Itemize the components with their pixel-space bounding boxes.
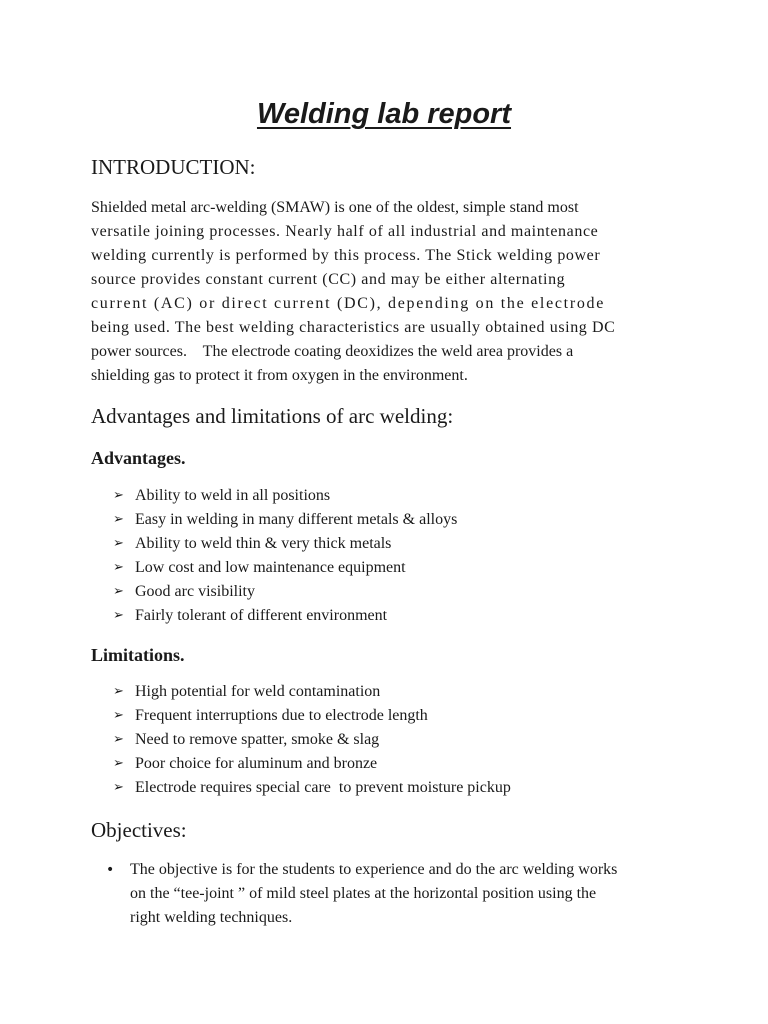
list-item-text: Low cost and low maintenance equipment	[135, 559, 406, 576]
paragraph-line: power sources. The electrode coating deoxidizes the weld area provides a	[91, 343, 574, 360]
list-item-text: Good arc visibility	[135, 583, 255, 600]
list-item	[113, 604, 457, 628]
list-item	[113, 556, 457, 580]
arrow-bullet-icon: ➢	[113, 584, 124, 599]
list-item-text: Electrode requires special care to prevent moisture pickup	[135, 779, 511, 796]
paragraph-line: current (AC) or direct current (DC), depending on the electrode	[91, 295, 606, 312]
list-item	[113, 508, 457, 532]
list-item	[113, 728, 511, 752]
list-item-text: Poor choice for aluminum and bronze	[135, 755, 378, 772]
objective-line: on the “tee-joint ” of mild steel plates at the horizontal position using the	[130, 885, 597, 902]
arrow-bullet-icon: ➢	[113, 608, 124, 623]
advantages-heading: Advantages.	[91, 448, 186, 468]
list-item	[113, 580, 457, 604]
arrow-bullet-icon: ➢	[113, 560, 124, 575]
paragraph-line: source provides constant current (CC) and may be either alternating	[91, 271, 566, 288]
list-item	[113, 776, 511, 800]
arrow-bullet-icon: ➢	[113, 780, 124, 795]
objectives-heading: Objectives:	[91, 818, 187, 842]
paragraph-line: versatile joining processes. Nearly half of all industrial and maintenance	[91, 223, 599, 240]
paragraph-line: shielding gas to protect it from oxygen in the environment.	[91, 367, 468, 384]
arrow-bullet-icon: ➢	[113, 512, 124, 527]
objective-line: The objective is for the students to experience and do the arc welding works	[130, 861, 618, 878]
list-item-text: Fairly tolerant of different environment	[135, 607, 388, 624]
list-item	[113, 680, 511, 704]
list-item-text: Frequent interruptions due to electrode length	[135, 707, 428, 724]
objectives-list	[106, 858, 617, 930]
list-item	[113, 484, 457, 508]
paragraph-line: Shielded metal arc-welding (SMAW) is one of the oldest, simple stand most	[91, 199, 579, 216]
list-item-text: High potential for weld contamination	[135, 683, 381, 700]
introduction-paragraph	[91, 196, 681, 388]
list-item	[106, 858, 617, 930]
arrow-bullet-icon: ➢	[113, 732, 124, 747]
arrow-bullet-icon: ➢	[113, 536, 124, 551]
advantages-list	[113, 484, 457, 628]
arrow-bullet-icon: ➢	[113, 708, 124, 723]
list-item	[113, 532, 457, 556]
limitations-list	[113, 680, 511, 800]
objective-line: right welding techniques.	[130, 909, 293, 926]
document-title: Welding lab report	[256, 98, 512, 130]
list-item-text: Ability to weld thin & very thick metals	[135, 535, 392, 552]
paragraph-line: welding currently is performed by this process. The Stick welding power	[91, 247, 601, 264]
list-item-text: Ability to weld in all positions	[135, 487, 331, 504]
list-item	[113, 752, 511, 776]
advantages-limitations-heading: Advantages and limitations of arc welding:	[91, 404, 454, 428]
objective-text	[130, 858, 617, 930]
arrow-bullet-icon: ➢	[113, 756, 124, 771]
list-item-text: Need to remove spatter, smoke & slag	[135, 731, 380, 748]
paragraph-line: being used. The best welding characteristics are usually obtained using DC	[91, 319, 616, 336]
arrow-bullet-icon: ➢	[113, 488, 124, 503]
list-item	[113, 704, 511, 728]
arrow-bullet-icon: ➢	[113, 684, 124, 699]
dot-bullet-icon: •	[106, 862, 115, 878]
list-item-text: Easy in welding in many different metals & alloys	[135, 511, 458, 528]
introduction-heading: INTRODUCTION:	[91, 155, 256, 179]
limitations-heading: Limitations.	[91, 645, 185, 665]
